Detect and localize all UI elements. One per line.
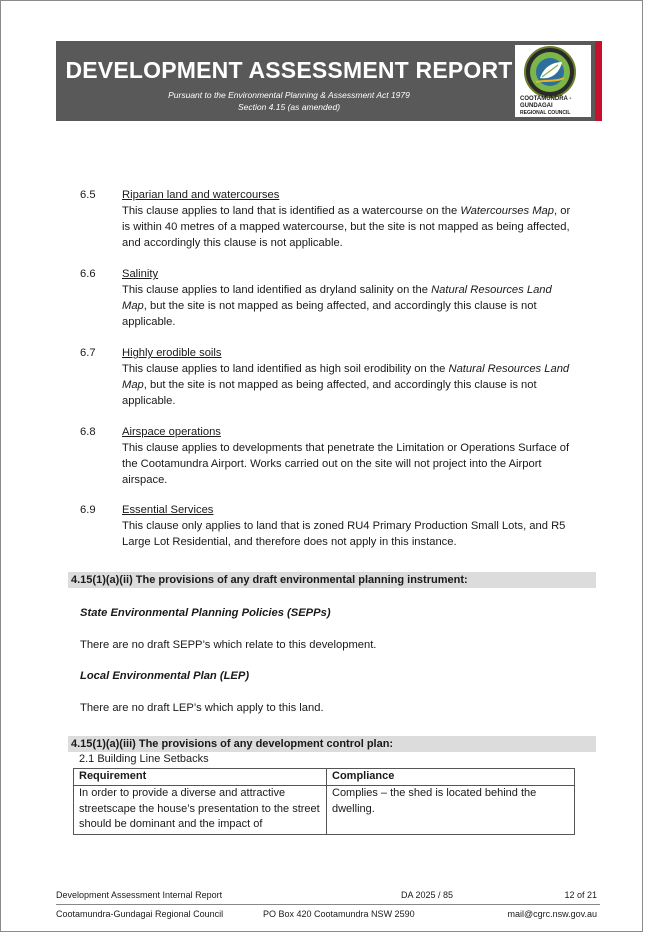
clause-heading: Riparian land and watercourses [122,189,280,201]
footer-page-number: 12 of 21 [564,890,597,900]
footer-divider [56,904,600,905]
section-heading-draft-epi: 4.15(1)(a)(ii) The provisions of any draft environmental planning instrument: [68,572,596,588]
section-heading-dcp: 4.15(1)(a)(iii) The provisions of any development control plan: [68,736,596,752]
leaf-emblem-icon [524,46,576,98]
clause-heading: Highly erodible soils [122,347,222,359]
table-header-row [74,769,575,786]
sepp-heading: State Environmental Planning Policies (SEPPs) [80,607,331,619]
table-row [74,786,575,835]
report-title: DEVELOPMENT ASSESSMENT REPORT [65,57,513,83]
clause-body: This clause only applies to land that is zoned RU4 Primary Production Small Lots, and R5 Large Lot Residential, and therefore does not apply in this instance. [122,520,566,548]
requirements-table [73,768,575,835]
lep-heading: Local Environmental Plan (LEP) [80,670,250,682]
column-header-requirement: Requirement [74,769,327,786]
clause-body: This clause applies to developments that penetrate the Limitation or Operations Surface of the Cootamundra Airport. Works carried out on the site will not project into the Airport airspace. [122,442,570,486]
clause-body: This clause applies to land that is identified as a watercourse on the Watercourses Map, or is within 40 metres of a mapped watercourse, but the site is not mapped as being affected, and accordingly this clause is not applicable. [122,205,571,249]
clause-number: 6.8 [80,426,96,438]
clause-heading: Essential Services [122,504,214,516]
clause-number: 6.9 [80,504,96,516]
footer-council-name: Cootamundra-Gundagai Regional Council [56,909,224,919]
footer-address: PO Box 420 Cootamundra NSW 2590 [263,909,415,919]
council-logo [515,45,591,117]
clause-heading: Airspace operations [122,426,221,438]
header-accent-bar [595,41,602,121]
clause-number: 6.5 [80,189,96,201]
clause-body: This clause applies to land identified as high soil erodibility on the Natural Resources Land Map, but the site is not mapped as being affected, and accordingly this clause is not applicable. [122,363,570,407]
report-header-banner [56,41,602,121]
footer-report-name: Development Assessment Internal Report [56,890,223,900]
report-subtitle-act: Pursuant to the Environmental Planning & Assessment Act 1979 [168,90,410,100]
footer-email: mail@cgrc.nsw.gov.au [507,909,597,919]
clause-number: 6.6 [80,268,96,280]
footer-da-number: DA 2025 / 85 [401,890,454,900]
column-header-compliance: Compliance [327,769,575,786]
subsection-title: 2.1 Building Line Setbacks [79,753,209,765]
lep-text: There are no draft LEP’s which apply to this land. [80,702,324,714]
clause-number: 6.7 [80,347,96,359]
table-cell-requirement: In order to provide a diverse and attractive streetscape the house’s presentation to the street should be dominant and the impact of [74,786,327,835]
clause-body: This clause applies to land identified as dryland salinity on the Natural Resources Land Map, but the site is not mapped as being affected, and accordingly this clause is not applicable. [122,284,552,328]
report-subtitle-section: Section 4.15 (as amended) [237,102,341,112]
sepp-text: There are no draft SEPP’s which relate to this development. [80,639,377,651]
table-cell-compliance: Complies – the shed is located behind the dwelling. [327,786,575,835]
council-logo-text: COOTAMUNDRA - GUNDAGAI REGIONAL COUNCIL [520,96,572,116]
clause-heading: Salinity [122,268,159,280]
